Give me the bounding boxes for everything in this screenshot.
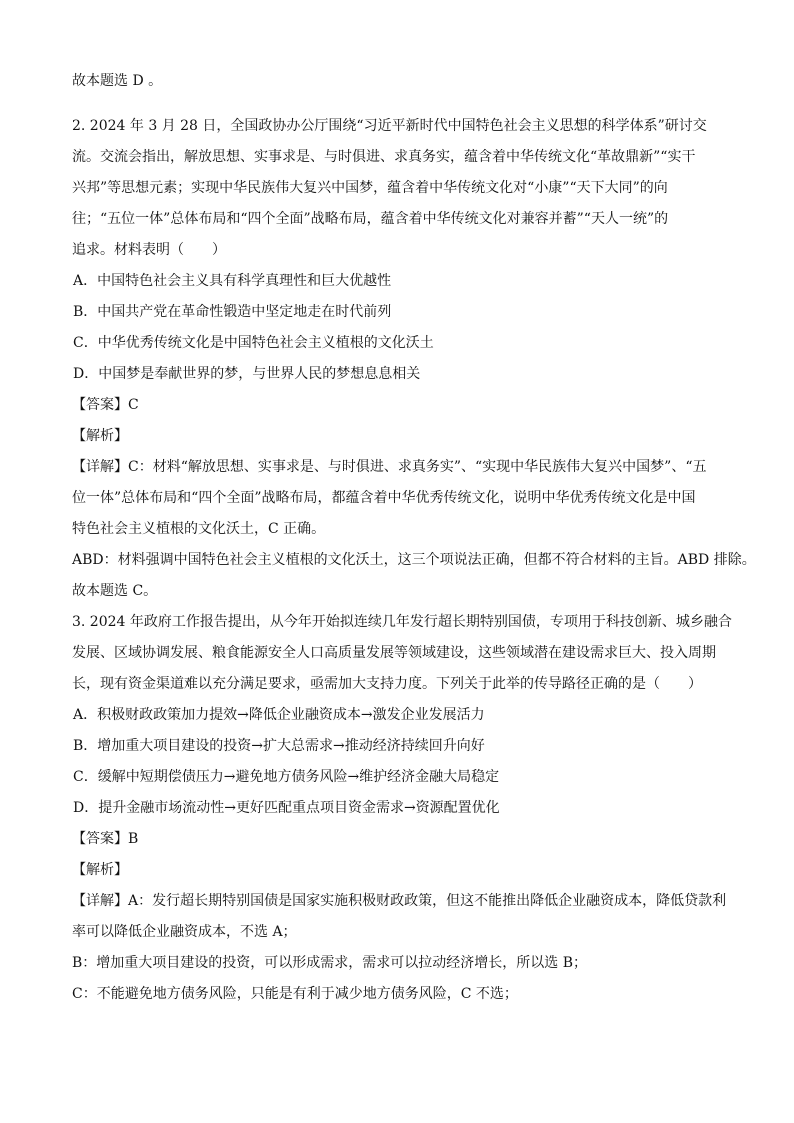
option-a: A．积极财政政策加力提效→降低企业融资成本→激发企业发展活力	[73, 707, 485, 723]
answer-label: 【答案】B	[72, 831, 139, 847]
text-line: 往；“五位一体”总体布局和“四个全面”战略布局，蕴含着中华传统文化对兼容并蓄”“天人一统”的	[72, 211, 669, 227]
explanation-line: 特色社会主义植根的文化沃土，C 正确。	[72, 521, 326, 537]
option-d: D．中国梦是奉献世界的梦，与世界人民的梦想息息相关	[73, 366, 421, 382]
analysis-label: 【解析】	[72, 862, 128, 878]
option-c: C．中华优秀传统文化是中国特色社会主义植根的文化沃土	[73, 335, 434, 351]
option-b: B．中国共产党在革命性锻造中坚定地走在时代前列	[73, 304, 392, 320]
explanation-line: B：增加重大项目建设的投资，可以形成需求，需求可以拉动经济增长，所以选 B；	[72, 955, 588, 971]
option-b: B．增加重大项目建设的投资→扩大总需求→推动经济持续回升向好	[73, 738, 485, 754]
answer-label: 【答案】C	[72, 397, 139, 413]
text-line: 流。交流会指出，解放思想、实事求是、与时俱进、求真务实，蕴含着中华传统文化“革故鼎新”“实干	[72, 149, 696, 165]
text-line: 兴邦”等思想元素；实现中华民族伟大复兴中国梦，蕴含着中华传统文化对“小康”“天下大同”的向	[72, 180, 668, 196]
explanation-line: 【详解】A：发行超长期特别国债是国家实施积极财政政策，但这不能推出降低企业融资成本，降低贷款利	[72, 893, 727, 909]
option-d: D．提升金融市场流动性→更好匹配重点项目资金需求→资源配置优化	[73, 800, 500, 816]
explanation-line: 【详解】C：材料“解放思想、实事求是、与时俱进、求真务实”、“实现中华民族伟大复兴中国梦”、“五	[72, 459, 707, 475]
explanation-line: C：不能避免地方债务风险，只能是有利于减少地方债务风险，C 不选；	[72, 986, 518, 1002]
option-c: C．缓解中短期偿债压力→避免地方债务风险→维护经济金融大局稳定	[73, 769, 500, 785]
explanation-line: ABD：材料强调中国特色社会主义植根的文化沃土，这三个项说法正确，但都不符合材料的主旨。ABD 排除。	[72, 552, 756, 568]
text-line: 长，现有资金渠道难以充分满足要求，亟需加大支持力度。下列关于此举的传导路径正确的是（ ）	[72, 676, 702, 692]
explanation-line: 率可以降低企业融资成本，不选 A；	[72, 924, 297, 940]
option-a: A．中国特色社会主义具有科学真理性和巨大优越性	[73, 273, 392, 289]
text-line: 发展、区域协调发展、粮食能源安全人口高质量发展等领域建设，这些领域潜在建设需求巨大、投入周期	[72, 645, 716, 661]
question-2-line: 2. 2024 年 3 月 28 日，全国政协办公厅围绕“习近平新时代中国特色社会主义思想的科学体系”研讨交	[72, 118, 707, 134]
analysis-label: 【解析】	[72, 428, 128, 444]
explanation-line: 位一体”总体布局和“四个全面”战略布局，都蕴含着中华优秀传统文化，说明中华优秀传统文化是中国	[72, 490, 696, 506]
question-3-line: 3. 2024 年政府工作报告提出，从今年开始拟连续几年发行超长期特别国债，专项用于科技创新、城乡融合	[72, 614, 732, 630]
text-line: 故本题选 C。	[72, 583, 158, 599]
text-line: 追求。材料表明（ ）	[72, 242, 226, 258]
text-line: 故本题选 D 。	[72, 73, 163, 89]
